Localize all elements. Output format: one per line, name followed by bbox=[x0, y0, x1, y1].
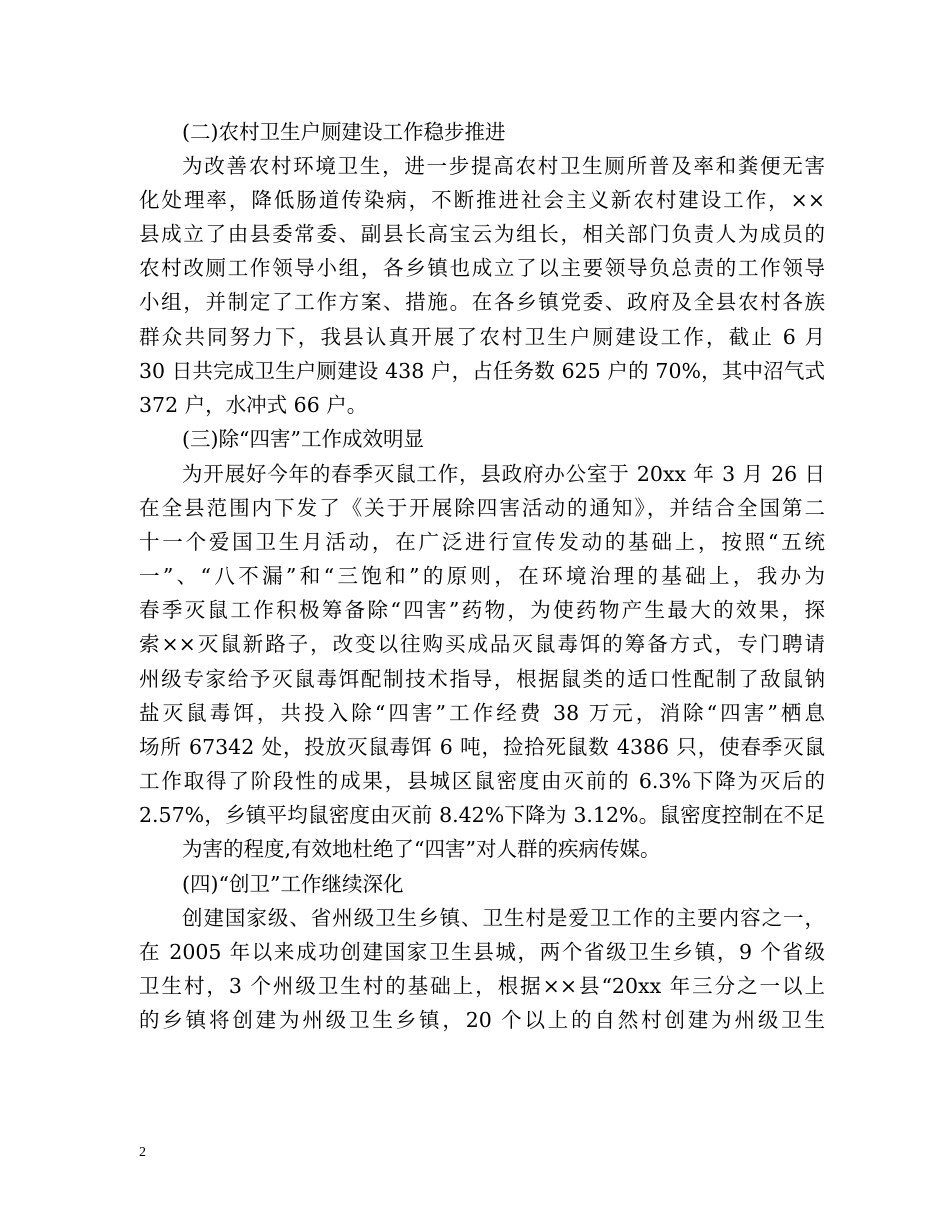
text-line: 一”、“八不漏”和“三饱和”的原则，在环境治理的基础上，我办为 bbox=[139, 564, 825, 588]
text-line: (三)除“四害”工作成效明显 bbox=[182, 427, 424, 451]
text-line: 化处理率，降低肠道传染病，不断推进社会主义新农村建设工作，×× bbox=[139, 188, 825, 212]
text-line: 为开展好今年的春季灭鼠工作，县政府办公室于 20xx 年 3 月 26 日 bbox=[182, 462, 825, 486]
text-line: (二)农村卫生户厕建设工作稳步推进 bbox=[182, 120, 506, 144]
text-line: 工作取得了阶段性的成果，县城区鼠密度由灭前的 6.3%下降为灭后的 bbox=[139, 769, 825, 793]
text-line: 创建国家级、省州级卫生乡镇、卫生村是爱卫工作的主要内容之一， bbox=[182, 906, 825, 930]
text-line: 为害的程度,有效地杜绝了“四害”对人群的疾病传媒。 bbox=[182, 837, 661, 861]
text-line: 2.57%，乡镇平均鼠密度由灭前 8.42%下降为 3.12%。鼠密度控制在不足 bbox=[139, 803, 825, 827]
text-line: 盐灭鼠毒饵，共投入除“四害”工作经费 38 万元，消除“四害”栖息 bbox=[139, 701, 825, 725]
text-line: 春季灭鼠工作积极筹备除“四害”药物，为使药物产生最大的效果，探 bbox=[139, 598, 825, 622]
text-line: 十一个爱国卫生月活动，在广泛进行宣传发动的基础上，按照“五统 bbox=[139, 530, 825, 554]
text-line: 索××灭鼠新路子，改变以往购买成品灭鼠毒饵的筹备方式，专门聘请 bbox=[139, 632, 825, 656]
text-line: 州级专家给予灭鼠毒饵配制技术指导，根据鼠类的适口性配制了敌鼠钠 bbox=[139, 667, 825, 691]
text-line: 30 日共完成卫生户厕建设 438 户，占任务数 625 户的 70%，其中沼气式 bbox=[139, 359, 825, 383]
text-line: 为改善农村环境卫生，进一步提高农村卫生厕所普及率和粪便无害 bbox=[182, 154, 825, 178]
text-line: 小组，并制定了工作方案、措施。在各乡镇党委、政府及全县农村各族 bbox=[139, 290, 825, 314]
text-line: 农村改厕工作领导小组，各乡镇也成立了以主要领导负总责的工作领导 bbox=[139, 256, 825, 280]
text-line: 县成立了由县委常委、副县长高宝云为组长，相关部门负责人为成员的 bbox=[139, 222, 825, 246]
text-line: 372 户，水冲式 66 户。 bbox=[139, 393, 368, 417]
text-line: 的乡镇将创建为州级卫生乡镇，20 个以上的自然村创建为州级卫生 bbox=[139, 1008, 825, 1032]
text-line: (四)“创卫”工作继续深化 bbox=[182, 872, 404, 896]
text-line: 卫生村，3 个州级卫生村的基础上，根据××县“20xx 年三分之一以上 bbox=[139, 974, 825, 998]
page-number: 2 bbox=[139, 1145, 146, 1160]
text-line: 在 2005 年以来成功创建国家卫生县城，两个省级卫生乡镇，9 个省级 bbox=[139, 940, 825, 964]
text-line: 在全县范围内下发了《关于开展除四害活动的通知》，并结合全国第二 bbox=[139, 496, 825, 520]
text-line: 群众共同努力下，我县认真开展了农村卫生户厕建设工作，截止 6 月 bbox=[139, 325, 825, 349]
text-line: 场所 67342 处，投放灭鼠毒饵 6 吨，捡拾死鼠数 4386 只，使春季灭鼠 bbox=[139, 735, 825, 759]
